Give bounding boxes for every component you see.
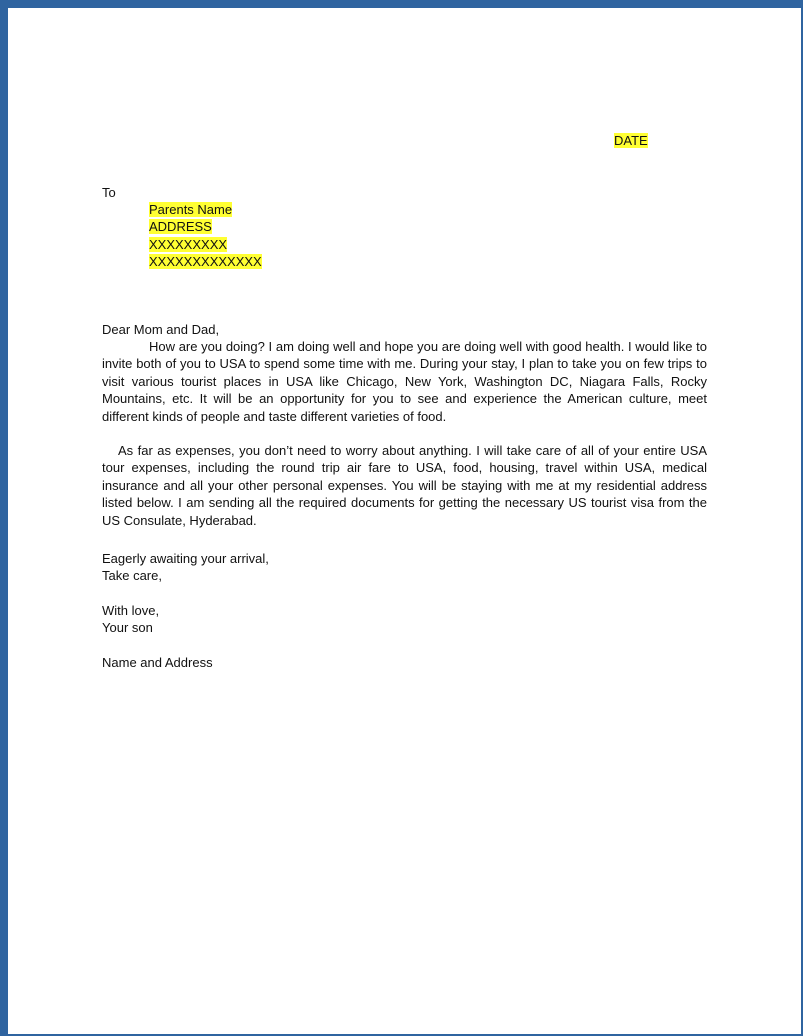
recipient-address-line-3: XXXXXXXXX (149, 236, 228, 252)
recipient-address-line-4: XXXXXXXXXXXXX (149, 254, 262, 270)
date-placeholder: DATE (614, 133, 648, 148)
salutation: Dear Mom and Dad, (102, 322, 220, 337)
letter-page (8, 8, 801, 1034)
date-field (614, 132, 648, 149)
recipient-address: ADDRESS (149, 219, 212, 235)
closing-line-with-love: With love, (102, 603, 160, 618)
body-paragraph-1: How are you doing? I am doing well and hope you are doing well with good health. I would like to invite both of you to USA to spend some time with me. During your stay, I plan to take you on few trips to visit various tourist places in USA like Chicago, New York, Washington DC, Niagara Falls, Rocky Mountains, etc. It will be an opportunity for you to see and experience the American culture, meet different kinds of people and taste different varieties of food. (102, 339, 707, 424)
closing-line-take-care: Take care, (102, 568, 162, 583)
closing-line-awaiting: Eagerly awaiting your arrival, (102, 551, 269, 566)
recipient-name: Parents Name (149, 202, 233, 217)
recipient-address-block (149, 201, 262, 271)
to-label: To (102, 185, 116, 200)
closing-line-your-son: Your son (102, 620, 153, 635)
body-paragraph-2: As far as expenses, you don’t need to worry about anything. I will take care of all of your entire USA tour expenses, including the round trip air fare to USA, food, housing, travel within USA, medical insurance and all your other personal expenses. You will be staying with me at my residential address listed below. I am sending all the required documents for getting the necessary US tourist visa from the US Consulate, Hyderabad. (102, 443, 707, 528)
signature-name-address: Name and Address (102, 655, 213, 670)
